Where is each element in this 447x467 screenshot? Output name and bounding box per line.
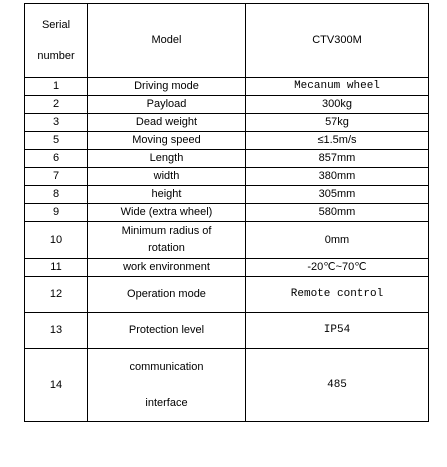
row-value: 305mm [246, 186, 429, 204]
serial-number-header [25, 4, 88, 78]
row-value: 57kg [246, 114, 429, 132]
row-value: IP54 [246, 313, 429, 349]
row-label: Operation mode [88, 277, 246, 313]
row-number: 13 [25, 313, 88, 349]
row-value: 580mm [246, 204, 429, 222]
row-label: Protection level [88, 313, 246, 349]
row-number: 9 [25, 204, 88, 222]
table-row [25, 222, 429, 259]
table-row [25, 313, 429, 349]
row-number: 5 [25, 132, 88, 150]
model-value: CTV300M [246, 4, 429, 78]
serial-header-line2: number [37, 49, 75, 62]
model-header: Model [88, 4, 246, 78]
row-number: 2 [25, 96, 88, 114]
row-label: work environment [88, 259, 246, 277]
row-value: Mecanum wheel [246, 78, 429, 96]
table-row [25, 277, 429, 313]
table-row [25, 168, 429, 186]
row-label: width [88, 168, 246, 186]
row-label: Payload [88, 96, 246, 114]
row-label [88, 222, 246, 259]
row-label-line2: interface [145, 397, 188, 409]
table-row [25, 96, 429, 114]
serial-header-line1: Serial [41, 18, 71, 31]
row-number: 7 [25, 168, 88, 186]
table-row [25, 114, 429, 132]
row-label-line1: communication [129, 361, 204, 373]
table-row [25, 78, 429, 96]
table-row [25, 132, 429, 150]
row-value: 0mm [246, 222, 429, 259]
table-row [25, 259, 429, 277]
row-value: 485 [246, 349, 429, 422]
row-value: 300kg [246, 96, 429, 114]
row-label-line2: rotation [148, 242, 185, 254]
row-value: 380mm [246, 168, 429, 186]
row-value: ≤1.5m/s [246, 132, 429, 150]
row-label: Wide (extra wheel) [88, 204, 246, 222]
row-number: 12 [25, 277, 88, 313]
row-number: 6 [25, 150, 88, 168]
row-label: Driving mode [88, 78, 246, 96]
row-number: 11 [25, 259, 88, 277]
row-value: Remote control [246, 277, 429, 313]
row-number: 8 [25, 186, 88, 204]
row-number: 14 [25, 349, 88, 422]
table-row [25, 186, 429, 204]
table-row [25, 204, 429, 222]
row-value: 857mm [246, 150, 429, 168]
row-label [88, 349, 246, 422]
row-label-line1: Minimum radius of [121, 225, 212, 237]
row-label: Dead weight [88, 114, 246, 132]
table-row [25, 150, 429, 168]
row-label: Length [88, 150, 246, 168]
row-number: 1 [25, 78, 88, 96]
table-row [25, 349, 429, 422]
spec-table [24, 3, 429, 422]
row-number: 10 [25, 222, 88, 259]
row-label: height [88, 186, 246, 204]
row-label: Moving speed [88, 132, 246, 150]
row-number: 3 [25, 114, 88, 132]
row-value: -20℃~70℃ [246, 259, 429, 277]
table-header-row [25, 4, 429, 78]
